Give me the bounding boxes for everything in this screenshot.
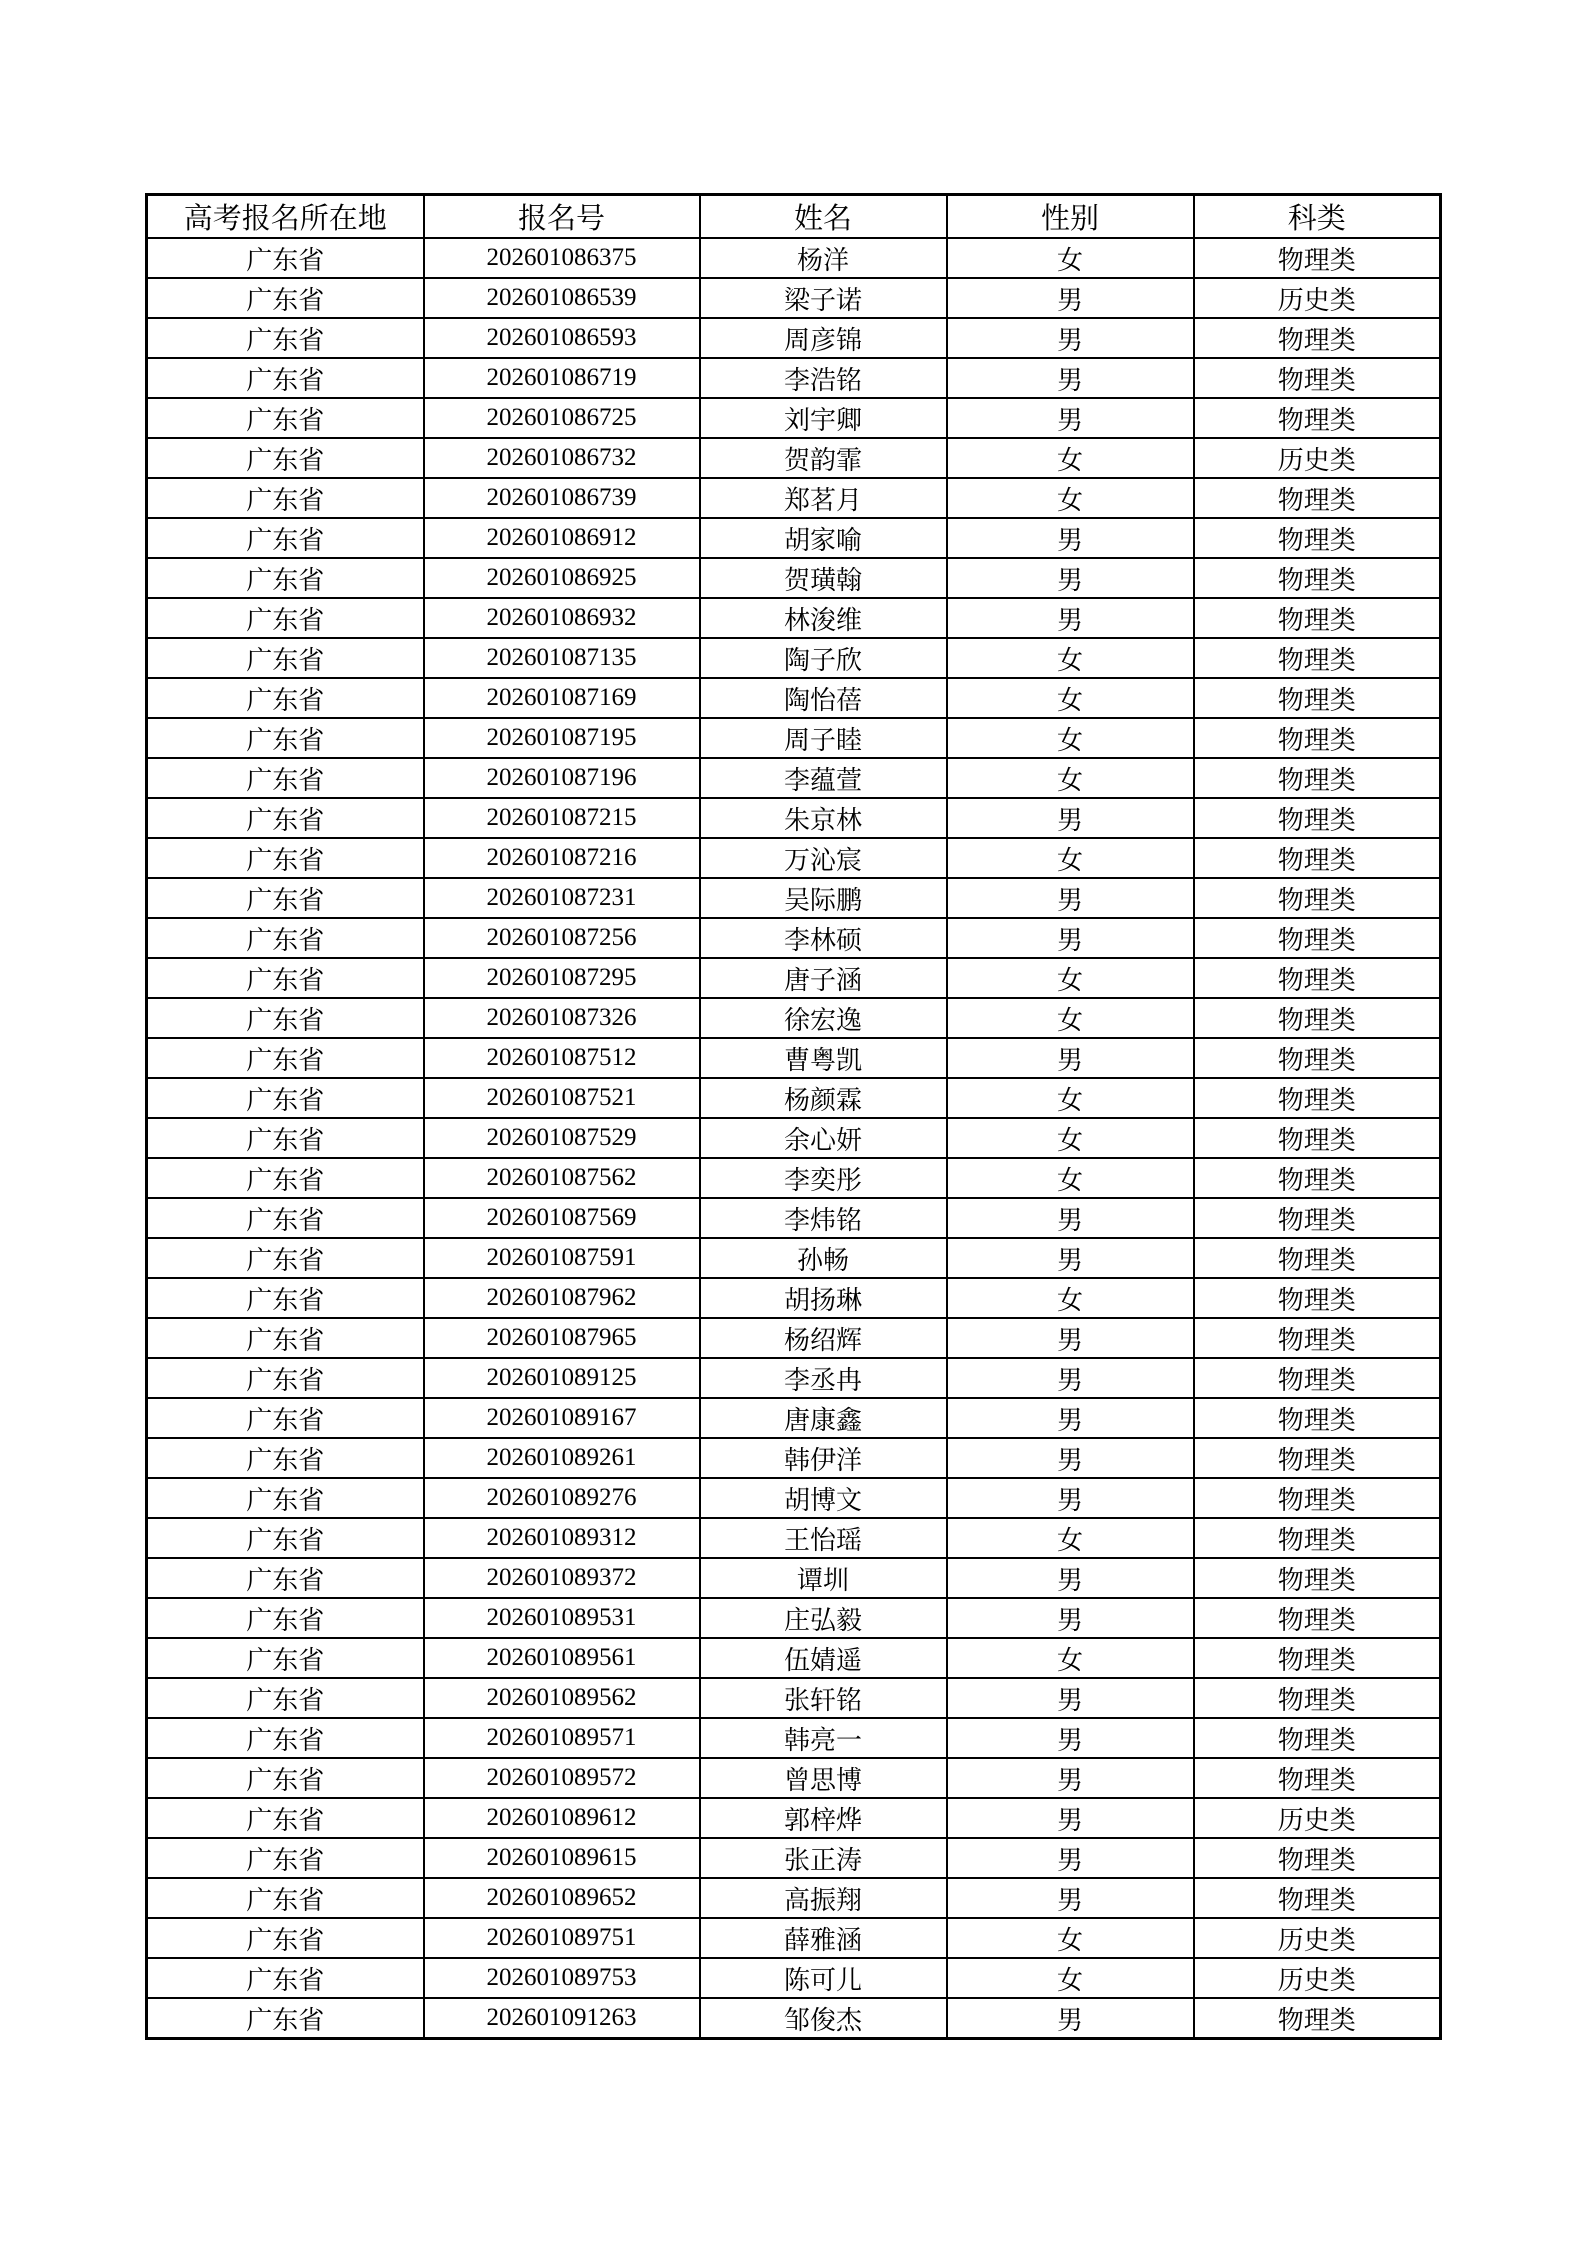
cell-gender: 女 [947, 1958, 1194, 1998]
cell-registration-number: 202601089561 [424, 1638, 700, 1678]
cell-registration-number: 202601086719 [424, 358, 700, 398]
cell-subject-category: 物理类 [1194, 558, 1441, 598]
cell-name: 伍婧遥 [700, 1638, 947, 1678]
roster-table [145, 193, 1442, 2040]
cell-gender: 男 [947, 1358, 1194, 1398]
cell-subject-category: 物理类 [1194, 1638, 1441, 1678]
cell-location: 广东省 [147, 1238, 424, 1278]
cell-gender: 女 [947, 678, 1194, 718]
table-row [147, 398, 1441, 438]
cell-name: 贺璜翰 [700, 558, 947, 598]
cell-registration-number: 202601089751 [424, 1918, 700, 1958]
cell-gender: 男 [947, 598, 1194, 638]
cell-registration-number: 202601087135 [424, 638, 700, 678]
cell-location: 广东省 [147, 1118, 424, 1158]
cell-subject-category: 物理类 [1194, 1038, 1441, 1078]
cell-location: 广东省 [147, 238, 424, 278]
cell-gender: 男 [947, 1838, 1194, 1878]
cell-registration-number: 202601089167 [424, 1398, 700, 1438]
cell-location: 广东省 [147, 1758, 424, 1798]
cell-name: 李丞冉 [700, 1358, 947, 1398]
table-row [147, 1278, 1441, 1318]
cell-name: 周子睦 [700, 718, 947, 758]
table-row [147, 1438, 1441, 1478]
cell-name: 孙畅 [700, 1238, 947, 1278]
cell-gender: 女 [947, 1638, 1194, 1678]
table-row [147, 1478, 1441, 1518]
table-row [147, 478, 1441, 518]
cell-registration-number: 202601087295 [424, 958, 700, 998]
cell-subject-category: 物理类 [1194, 598, 1441, 638]
table-row [147, 518, 1441, 558]
cell-registration-number: 202601089652 [424, 1878, 700, 1918]
cell-name: 余心妍 [700, 1118, 947, 1158]
cell-name: 林浚维 [700, 598, 947, 638]
table-row [147, 798, 1441, 838]
cell-name: 唐子涵 [700, 958, 947, 998]
cell-name: 薛雅涵 [700, 1918, 947, 1958]
table-row [147, 1358, 1441, 1398]
cell-subject-category: 物理类 [1194, 398, 1441, 438]
cell-registration-number: 202601086375 [424, 238, 700, 278]
header-location: 高考报名所在地 [147, 195, 424, 239]
cell-name: 万沁宸 [700, 838, 947, 878]
table-row [147, 918, 1441, 958]
cell-name: 梁子诺 [700, 278, 947, 318]
cell-subject-category: 物理类 [1194, 1598, 1441, 1638]
cell-registration-number: 202601087196 [424, 758, 700, 798]
cell-name: 李林硕 [700, 918, 947, 958]
table-row [147, 1918, 1441, 1958]
cell-gender: 男 [947, 1598, 1194, 1638]
cell-gender: 男 [947, 1878, 1194, 1918]
cell-subject-category: 历史类 [1194, 1918, 1441, 1958]
cell-name: 吴际鹏 [700, 878, 947, 918]
cell-name: 胡扬琳 [700, 1278, 947, 1318]
table-row [147, 1558, 1441, 1598]
cell-gender: 男 [947, 1718, 1194, 1758]
cell-location: 广东省 [147, 958, 424, 998]
cell-location: 广东省 [147, 1958, 424, 1998]
cell-location: 广东省 [147, 758, 424, 798]
cell-subject-category: 物理类 [1194, 638, 1441, 678]
cell-location: 广东省 [147, 1278, 424, 1318]
table-row [147, 718, 1441, 758]
cell-location: 广东省 [147, 1038, 424, 1078]
cell-subject-category: 物理类 [1194, 1838, 1441, 1878]
cell-location: 广东省 [147, 798, 424, 838]
cell-subject-category: 物理类 [1194, 1558, 1441, 1598]
cell-subject-category: 历史类 [1194, 278, 1441, 318]
cell-gender: 男 [947, 878, 1194, 918]
table-row [147, 1118, 1441, 1158]
cell-location: 广东省 [147, 1998, 424, 2039]
cell-name: 韩亮一 [700, 1718, 947, 1758]
cell-registration-number: 202601089276 [424, 1478, 700, 1518]
cell-registration-number: 202601089615 [424, 1838, 700, 1878]
cell-name: 张轩铭 [700, 1678, 947, 1718]
cell-location: 广东省 [147, 1358, 424, 1398]
cell-gender: 男 [947, 1238, 1194, 1278]
cell-name: 王怡瑶 [700, 1518, 947, 1558]
cell-name: 谭圳 [700, 1558, 947, 1598]
table-row [147, 638, 1441, 678]
cell-registration-number: 202601086932 [424, 598, 700, 638]
cell-subject-category: 物理类 [1194, 1238, 1441, 1278]
cell-registration-number: 202601086912 [424, 518, 700, 558]
cell-subject-category: 物理类 [1194, 358, 1441, 398]
cell-subject-category: 物理类 [1194, 1518, 1441, 1558]
table-row [147, 1198, 1441, 1238]
table-row [147, 1838, 1441, 1878]
table-row [147, 758, 1441, 798]
cell-name: 郑茗月 [700, 478, 947, 518]
cell-registration-number: 202601087962 [424, 1278, 700, 1318]
cell-gender: 男 [947, 318, 1194, 358]
table-row [147, 1878, 1441, 1918]
cell-gender: 男 [947, 918, 1194, 958]
cell-registration-number: 202601089753 [424, 1958, 700, 1998]
cell-location: 广东省 [147, 1478, 424, 1518]
cell-gender: 男 [947, 798, 1194, 838]
header-subject-category: 科类 [1194, 195, 1441, 239]
table-row [147, 1398, 1441, 1438]
table-row [147, 1718, 1441, 1758]
cell-name: 韩伊洋 [700, 1438, 947, 1478]
table-row [147, 558, 1441, 598]
cell-subject-category: 物理类 [1194, 1678, 1441, 1718]
cell-name: 刘宇卿 [700, 398, 947, 438]
cell-name: 郭梓烨 [700, 1798, 947, 1838]
cell-gender: 男 [947, 1438, 1194, 1478]
cell-registration-number: 202601086539 [424, 278, 700, 318]
table-row [147, 1598, 1441, 1638]
cell-registration-number: 202601087569 [424, 1198, 700, 1238]
cell-registration-number: 202601089562 [424, 1678, 700, 1718]
cell-location: 广东省 [147, 1558, 424, 1598]
table-row [147, 1958, 1441, 1998]
table-row [147, 278, 1441, 318]
cell-subject-category: 物理类 [1194, 1198, 1441, 1238]
cell-registration-number: 202601086925 [424, 558, 700, 598]
table-row [147, 1158, 1441, 1198]
cell-subject-category: 物理类 [1194, 758, 1441, 798]
cell-location: 广东省 [147, 1598, 424, 1638]
table-row [147, 1798, 1441, 1838]
cell-subject-category: 物理类 [1194, 1158, 1441, 1198]
cell-name: 李炜铭 [700, 1198, 947, 1238]
cell-registration-number: 202601087591 [424, 1238, 700, 1278]
cell-location: 广东省 [147, 358, 424, 398]
cell-registration-number: 202601087215 [424, 798, 700, 838]
cell-name: 徐宏逸 [700, 998, 947, 1038]
cell-subject-category: 物理类 [1194, 678, 1441, 718]
cell-name: 贺韵霏 [700, 438, 947, 478]
table-row [147, 1238, 1441, 1278]
cell-name: 陶子欣 [700, 638, 947, 678]
cell-registration-number: 202601087529 [424, 1118, 700, 1158]
cell-gender: 男 [947, 518, 1194, 558]
cell-registration-number: 202601089531 [424, 1598, 700, 1638]
cell-subject-category: 物理类 [1194, 1998, 1441, 2039]
cell-location: 广东省 [147, 1918, 424, 1958]
cell-gender: 女 [947, 1078, 1194, 1118]
cell-subject-category: 物理类 [1194, 1118, 1441, 1158]
cell-gender: 女 [947, 638, 1194, 678]
cell-registration-number: 202601087562 [424, 1158, 700, 1198]
table-row [147, 1518, 1441, 1558]
cell-registration-number: 202601086725 [424, 398, 700, 438]
cell-location: 广东省 [147, 558, 424, 598]
cell-location: 广东省 [147, 878, 424, 918]
header-name: 姓名 [700, 195, 947, 239]
cell-subject-category: 物理类 [1194, 878, 1441, 918]
cell-subject-category: 物理类 [1194, 998, 1441, 1038]
cell-gender: 男 [947, 398, 1194, 438]
cell-subject-category: 历史类 [1194, 438, 1441, 478]
cell-location: 广东省 [147, 278, 424, 318]
cell-gender: 男 [947, 1998, 1194, 2039]
table-row [147, 1078, 1441, 1118]
cell-gender: 女 [947, 1918, 1194, 1958]
cell-location: 广东省 [147, 1318, 424, 1358]
cell-gender: 男 [947, 1198, 1194, 1238]
cell-gender: 女 [947, 1158, 1194, 1198]
cell-subject-category: 历史类 [1194, 1798, 1441, 1838]
cell-subject-category: 物理类 [1194, 238, 1441, 278]
cell-gender: 男 [947, 1798, 1194, 1838]
cell-location: 广东省 [147, 1398, 424, 1438]
cell-name: 唐康鑫 [700, 1398, 947, 1438]
cell-location: 广东省 [147, 1158, 424, 1198]
cell-registration-number: 202601089571 [424, 1718, 700, 1758]
cell-location: 广东省 [147, 1638, 424, 1678]
cell-registration-number: 202601087195 [424, 718, 700, 758]
cell-gender: 女 [947, 478, 1194, 518]
table-row [147, 1998, 1441, 2039]
cell-location: 广东省 [147, 1198, 424, 1238]
cell-gender: 男 [947, 558, 1194, 598]
header-registration-number: 报名号 [424, 195, 700, 239]
cell-location: 广东省 [147, 998, 424, 1038]
cell-subject-category: 物理类 [1194, 1758, 1441, 1798]
cell-gender: 女 [947, 1278, 1194, 1318]
cell-name: 庄弘毅 [700, 1598, 947, 1638]
cell-location: 广东省 [147, 918, 424, 958]
table-body [147, 238, 1441, 2039]
cell-gender: 女 [947, 958, 1194, 998]
cell-registration-number: 202601086732 [424, 438, 700, 478]
cell-subject-category: 物理类 [1194, 838, 1441, 878]
cell-location: 广东省 [147, 478, 424, 518]
cell-subject-category: 物理类 [1194, 1318, 1441, 1358]
table-row [147, 318, 1441, 358]
cell-gender: 女 [947, 838, 1194, 878]
cell-gender: 男 [947, 278, 1194, 318]
cell-name: 杨洋 [700, 238, 947, 278]
cell-registration-number: 202601087965 [424, 1318, 700, 1358]
cell-subject-category: 物理类 [1194, 918, 1441, 958]
cell-gender: 男 [947, 1318, 1194, 1358]
cell-name: 李蕴萱 [700, 758, 947, 798]
cell-registration-number: 202601086593 [424, 318, 700, 358]
table-row [147, 678, 1441, 718]
cell-name: 李浩铭 [700, 358, 947, 398]
cell-registration-number: 202601089572 [424, 1758, 700, 1798]
cell-name: 陶怡蓓 [700, 678, 947, 718]
table-row [147, 1638, 1441, 1678]
cell-subject-category: 物理类 [1194, 318, 1441, 358]
header-gender: 性别 [947, 195, 1194, 239]
table-row [147, 1758, 1441, 1798]
cell-registration-number: 202601087256 [424, 918, 700, 958]
cell-subject-category: 物理类 [1194, 1358, 1441, 1398]
cell-gender: 男 [947, 1478, 1194, 1518]
cell-gender: 女 [947, 1518, 1194, 1558]
cell-gender: 女 [947, 238, 1194, 278]
cell-gender: 男 [947, 1038, 1194, 1078]
table-row [147, 1038, 1441, 1078]
header-row [147, 195, 1441, 239]
cell-name: 胡家喻 [700, 518, 947, 558]
cell-location: 广东省 [147, 718, 424, 758]
cell-subject-category: 物理类 [1194, 1478, 1441, 1518]
cell-name: 胡博文 [700, 1478, 947, 1518]
cell-gender: 女 [947, 998, 1194, 1038]
cell-subject-category: 物理类 [1194, 718, 1441, 758]
cell-registration-number: 202601087169 [424, 678, 700, 718]
table-row [147, 838, 1441, 878]
cell-name: 陈可儿 [700, 1958, 947, 1998]
cell-location: 广东省 [147, 1078, 424, 1118]
cell-registration-number: 202601086739 [424, 478, 700, 518]
cell-gender: 女 [947, 1118, 1194, 1158]
cell-name: 杨颜霖 [700, 1078, 947, 1118]
cell-name: 高振翔 [700, 1878, 947, 1918]
cell-location: 广东省 [147, 438, 424, 478]
cell-registration-number: 202601087231 [424, 878, 700, 918]
cell-subject-category: 物理类 [1194, 1278, 1441, 1318]
cell-subject-category: 物理类 [1194, 478, 1441, 518]
cell-name: 周彦锦 [700, 318, 947, 358]
cell-registration-number: 202601087521 [424, 1078, 700, 1118]
cell-subject-category: 物理类 [1194, 1718, 1441, 1758]
cell-location: 广东省 [147, 398, 424, 438]
cell-location: 广东省 [147, 678, 424, 718]
cell-location: 广东省 [147, 1718, 424, 1758]
cell-registration-number: 202601087326 [424, 998, 700, 1038]
cell-subject-category: 物理类 [1194, 1878, 1441, 1918]
cell-location: 广东省 [147, 598, 424, 638]
cell-registration-number: 202601087216 [424, 838, 700, 878]
cell-location: 广东省 [147, 1878, 424, 1918]
table-row [147, 1678, 1441, 1718]
cell-name: 朱京林 [700, 798, 947, 838]
cell-gender: 男 [947, 1758, 1194, 1798]
table-row [147, 598, 1441, 638]
table-row [147, 1318, 1441, 1358]
table-row [147, 238, 1441, 278]
cell-subject-category: 物理类 [1194, 1438, 1441, 1478]
cell-subject-category: 物理类 [1194, 798, 1441, 838]
cell-registration-number: 202601089261 [424, 1438, 700, 1478]
cell-registration-number: 202601089372 [424, 1558, 700, 1598]
cell-name: 邹俊杰 [700, 1998, 947, 2039]
cell-location: 广东省 [147, 1438, 424, 1478]
cell-gender: 女 [947, 438, 1194, 478]
cell-name: 张正涛 [700, 1838, 947, 1878]
cell-location: 广东省 [147, 518, 424, 558]
table-row [147, 438, 1441, 478]
cell-name: 曹粤凯 [700, 1038, 947, 1078]
cell-registration-number: 202601089125 [424, 1358, 700, 1398]
cell-location: 广东省 [147, 838, 424, 878]
cell-gender: 男 [947, 1678, 1194, 1718]
table-row [147, 958, 1441, 998]
cell-location: 广东省 [147, 1518, 424, 1558]
cell-subject-category: 物理类 [1194, 1398, 1441, 1438]
cell-subject-category: 物理类 [1194, 1078, 1441, 1118]
table-row [147, 998, 1441, 1038]
cell-name: 杨绍辉 [700, 1318, 947, 1358]
table-row [147, 878, 1441, 918]
cell-gender: 女 [947, 758, 1194, 798]
cell-name: 李奕彤 [700, 1158, 947, 1198]
cell-subject-category: 历史类 [1194, 1958, 1441, 1998]
cell-name: 曾思博 [700, 1758, 947, 1798]
cell-location: 广东省 [147, 1678, 424, 1718]
cell-gender: 女 [947, 718, 1194, 758]
cell-location: 广东省 [147, 1798, 424, 1838]
cell-registration-number: 202601087512 [424, 1038, 700, 1078]
cell-registration-number: 202601089612 [424, 1798, 700, 1838]
cell-subject-category: 物理类 [1194, 518, 1441, 558]
cell-gender: 男 [947, 1398, 1194, 1438]
cell-location: 广东省 [147, 318, 424, 358]
cell-subject-category: 物理类 [1194, 958, 1441, 998]
cell-registration-number: 202601089312 [424, 1518, 700, 1558]
cell-location: 广东省 [147, 638, 424, 678]
cell-registration-number: 202601091263 [424, 1998, 700, 2039]
table-row [147, 358, 1441, 398]
cell-location: 广东省 [147, 1838, 424, 1878]
cell-gender: 男 [947, 358, 1194, 398]
cell-gender: 男 [947, 1558, 1194, 1598]
